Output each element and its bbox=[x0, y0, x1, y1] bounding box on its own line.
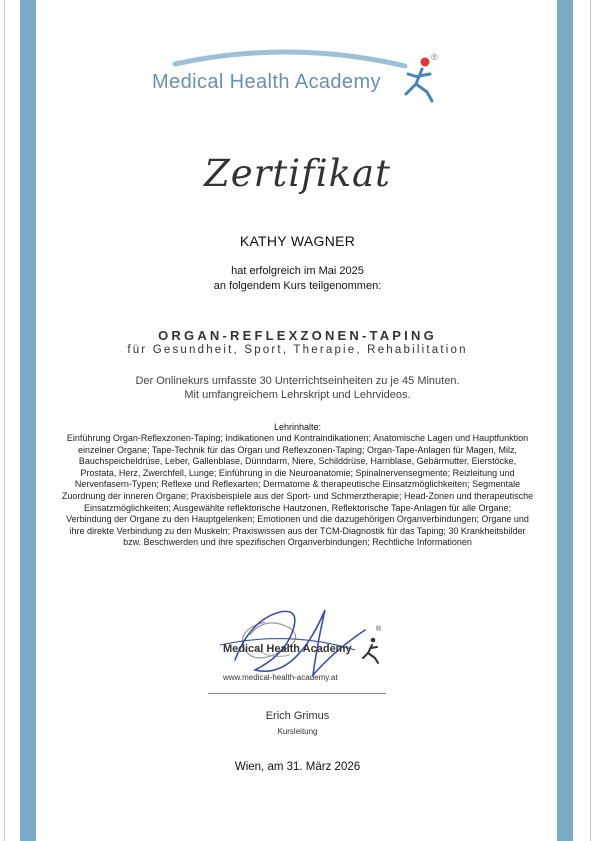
logo-wordmark: Medical Health Academy bbox=[152, 71, 381, 93]
stamp-registered-mark: ® bbox=[376, 626, 382, 633]
course-subtitle: für Gesundheit, Sport, Therapie, Rehabilitation bbox=[127, 344, 468, 356]
signature-stamp bbox=[195, 600, 395, 695]
certificate-title: Zertifikat bbox=[204, 152, 391, 195]
intro-text bbox=[40, 264, 555, 294]
online-line-1: Der Onlinekurs umfasste 30 Unterrichtseinheiten zu je 45 Minuten. bbox=[135, 375, 460, 387]
stamp-url: www.medical-health-academy.at bbox=[223, 673, 338, 682]
decorative-bar-left bbox=[20, 0, 36, 841]
page-edge-left bbox=[4, 0, 5, 841]
intro-line-2: an folgendem Kurs teilgenommen: bbox=[213, 280, 382, 292]
signer-role: Kursleitung bbox=[277, 727, 318, 736]
runner-figure-icon bbox=[406, 69, 432, 101]
signature-line bbox=[208, 693, 386, 694]
recipient-name: KATHY WAGNER bbox=[239, 233, 356, 249]
content-text: Einführung Organ-Reflexzonen-Taping; Indikationen und Kontraindikationen; Anatomische Lagen und Hauptfunktion einzelner Organe; Tape-Technik für das Organ und Reflexzonen-Taping; Organ-Tape-Anlagen für Magen, Milz, Bauchspeicheldrüse, Leber, Gallenblase, Dünndarm, Niere, Schilddrüse, Harnblase, Gebärmutter, Eierstöcke, Prostata, Herz, Zwerchfell, Lunge; Einführung in die Neuroanatomie; Spinalnervensegmente; Reizleitung und Nervenfasern-Typen; Reflexe und Reflexarten; Dermatome & therapeutische Einsatzmöglichkeiten; Segmentale Zuordnung der inneren Organe; Praxisbeispiele aus der Sport- und Schmerztherapie; Head-Zonen und therapeutische Einsatzmöglichkeiten; Ausgewählte reflektorische Hautzonen, Reflektorische Tape-Anlagen für alle Organe; Verbindung der Organe zu den Hauptgelenken; Emotionen und die dazugehörigen Organverbindungen; Organe und ihre direkte Verbindung zu den Muskeln; Praxiswissen aus der TCM-Diagnostik für das Taping; 30 Krankheitsbilder bzw. Beschwerden und ihre spezifischen Organverbindungen; Rechtliche Informationen bbox=[61, 433, 534, 548]
academy-logo bbox=[140, 44, 450, 114]
content-label: Lehrinhalte: bbox=[273, 422, 322, 432]
signer-name: Erich Grimus bbox=[265, 710, 330, 722]
intro-line-1: hat erfolgreich im Mai 2025 bbox=[231, 265, 364, 277]
page-edge-right bbox=[590, 0, 591, 841]
decorative-bar-right bbox=[557, 0, 573, 841]
online-line-2: Mit umfangreichem Lehrskript und Lehrvideos. bbox=[184, 389, 411, 401]
course-duration-text bbox=[40, 374, 555, 402]
stamp-wordmark: Medical Health Academy bbox=[223, 643, 352, 655]
logo-registered-mark: ® bbox=[431, 52, 438, 62]
course-title: ORGAN-REFLEXZONEN-TAPING bbox=[158, 328, 437, 343]
place-and-date: Wien, am 31. März 2026 bbox=[234, 761, 361, 773]
stamp-runner-icon bbox=[363, 645, 378, 663]
